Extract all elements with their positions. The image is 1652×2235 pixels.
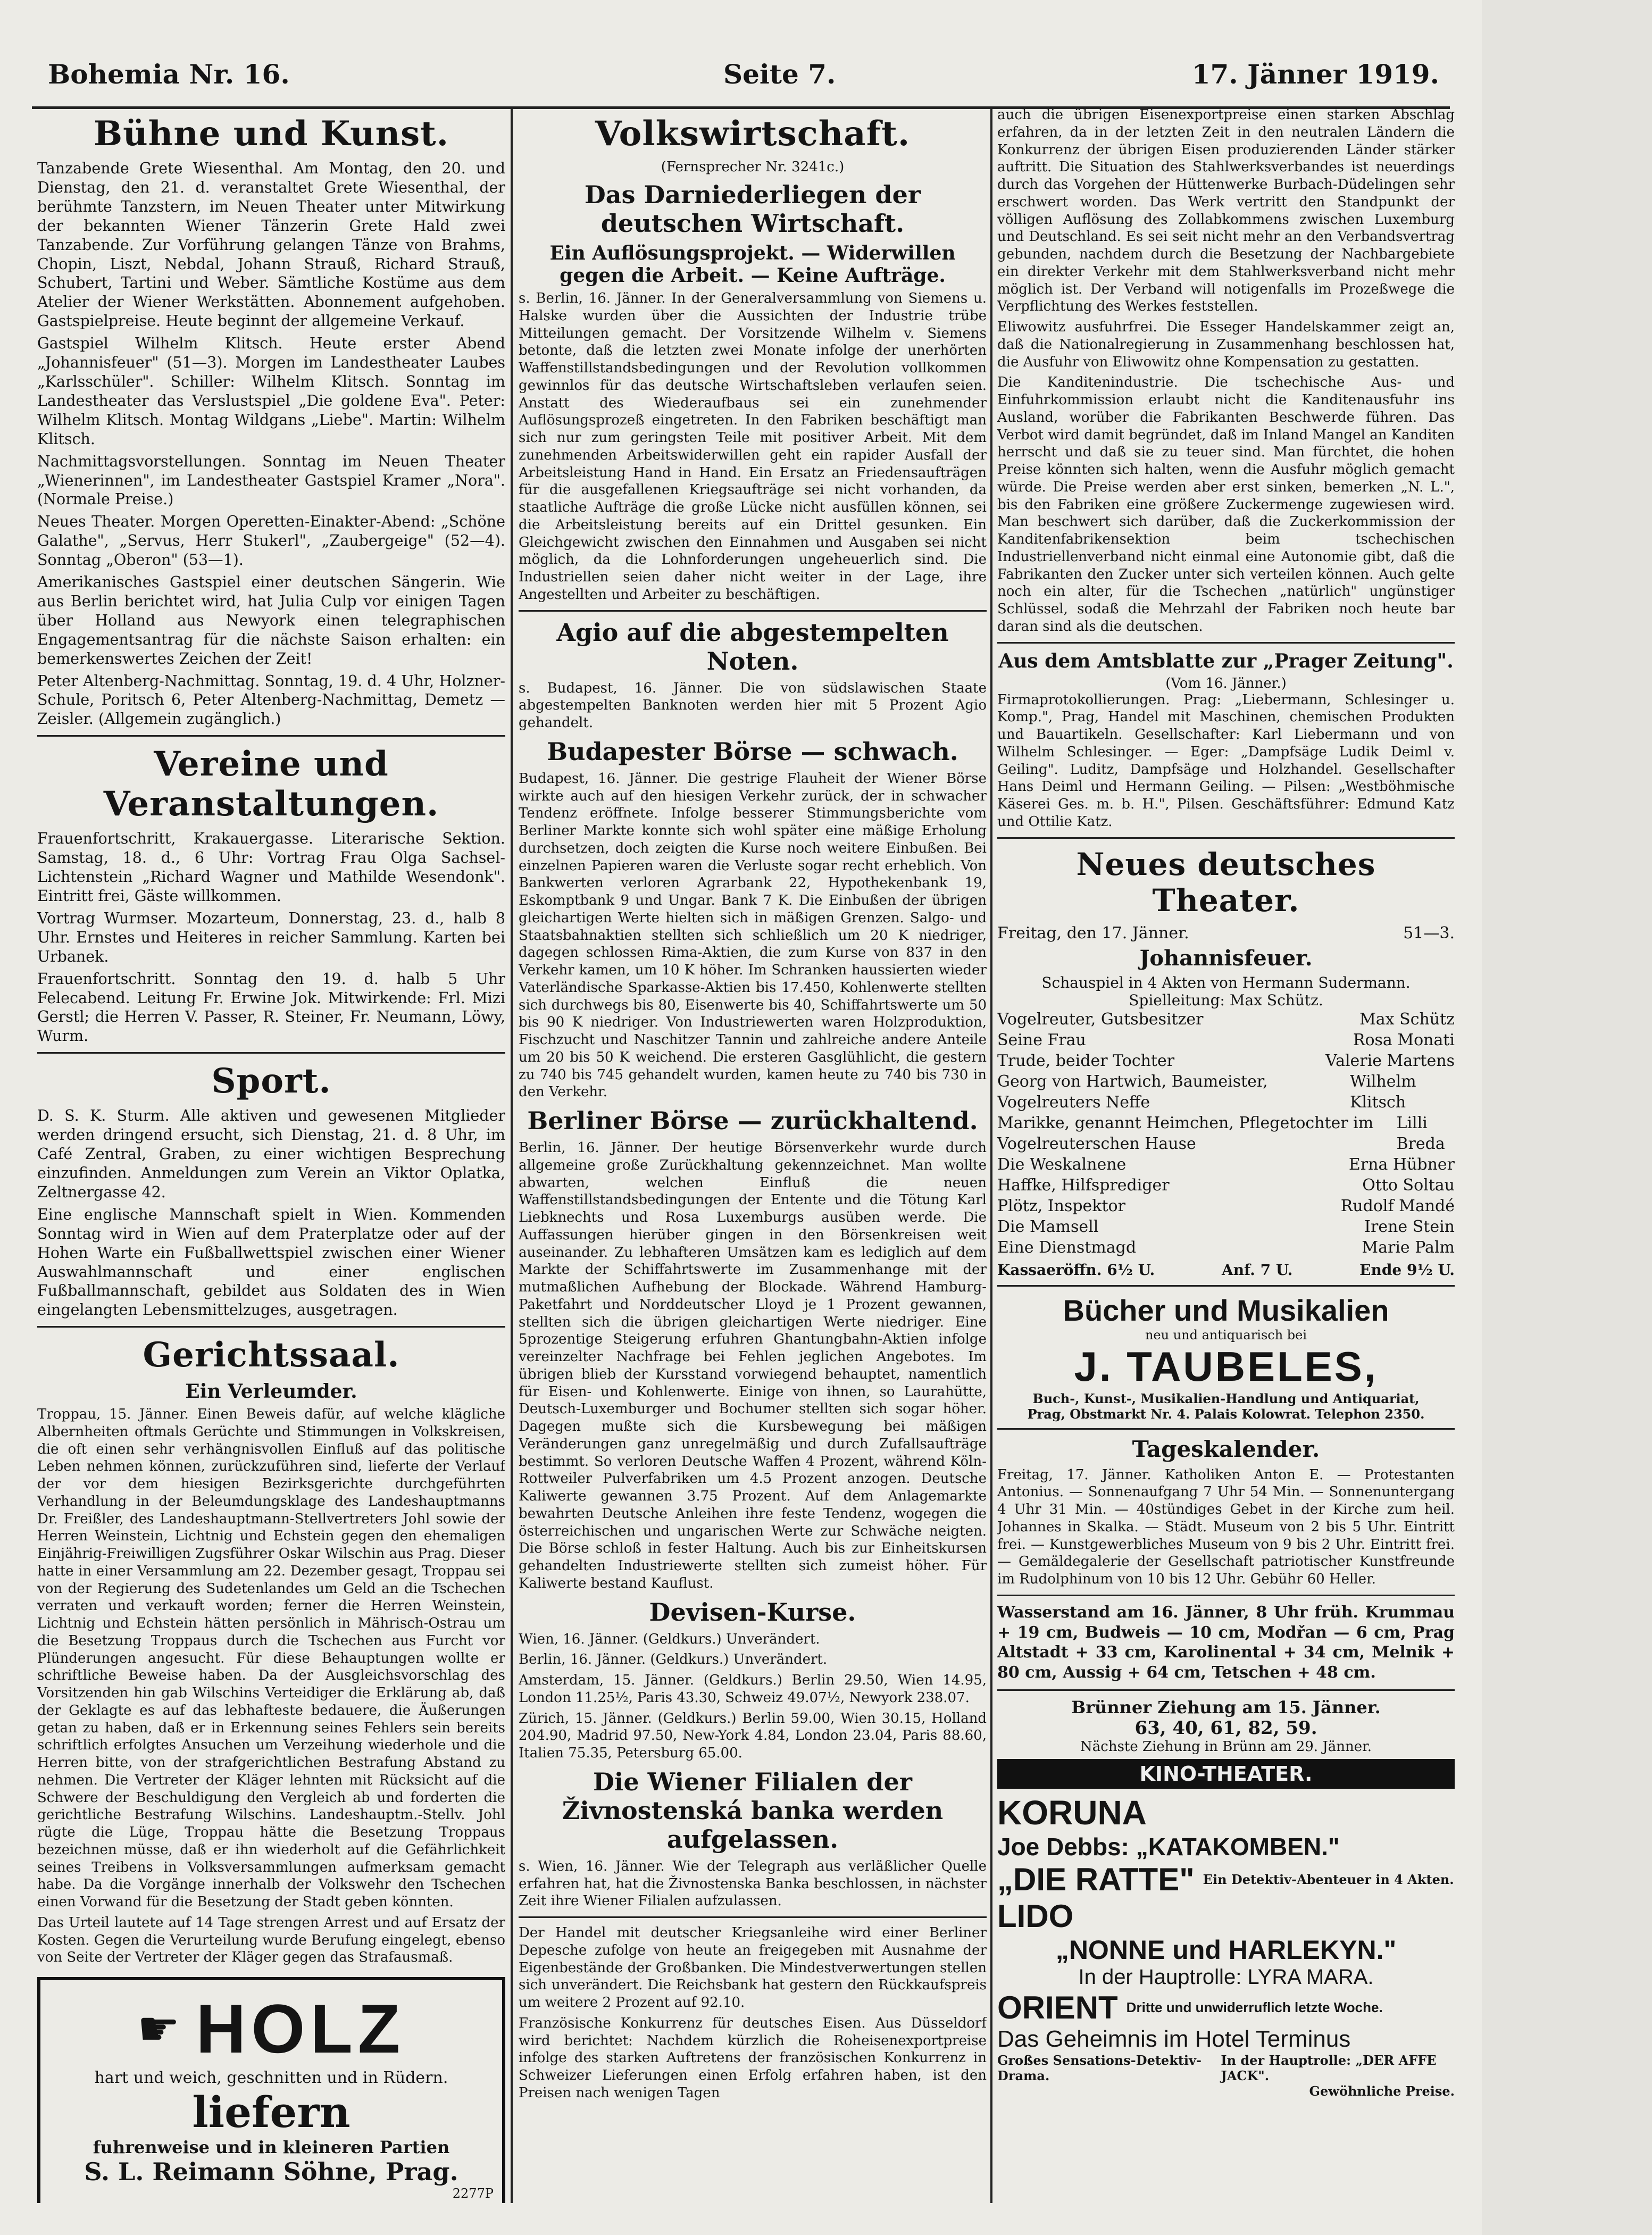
ad-taubeles-tel: Telephon 2350. (1315, 1406, 1425, 1422)
ad-taubeles-line1: Buch-, Kunst-, Musikalien-Handlung und Antiquariat, (1032, 1390, 1420, 1406)
devisen-line: Berlin, 16. Jänner. (Geldkurs.) Unverändert. (519, 1652, 828, 1668)
cast-row (997, 1009, 1455, 1030)
cast-actor: Rosa Monati (1353, 1030, 1455, 1049)
bruenn-next: Nächste Ziehung in Brünn am 29. Jänner. (1080, 1738, 1372, 1755)
column-3 (997, 106, 1455, 2203)
play-direction: Spielleitung: Max Schütz. (1129, 991, 1323, 1009)
kino-lido: LIDO (997, 1898, 1074, 1934)
article-amerikanisches-gastspiel: Amerikanisches Gastspiel einer deutschen Sängerin. Wie aus Berlin berichtet wird, hat Julia Culp vor einigen Tagen über Holland aus Newyork einen telegraphischen Engagementsantrag für die nächste Saison erhalten: ein bemerkenswertes Zeichen der Zeit! (37, 573, 505, 668)
amtsblatt-date: (Vom 16. Jänner.) (1165, 675, 1287, 691)
article-kriegsanleihe: Der Handel mit deutscher Kriegsanleihe wird einer Berliner Depesche zufolge von heute an freigegeben mit Ausnahme der Eigenbestände der Großbanken. Die Mindestverwertungen stellen sich unverändert. Die Reichsbank hat gestern den Rückkaufspreis um weitere 2 Prozent auf 92.10. (519, 1925, 987, 2011)
article-vortrag-wurmser: Vortrag Wurmser. Mozarteum, Donnerstag, 23. d., halb 8 Uhr. Ernstes und Heiteres in reicher Sammlung. Karten bei Urbanek. (37, 909, 505, 965)
kino-orient-row (997, 1989, 1455, 2026)
theater-date-row (997, 924, 1455, 943)
article-kanditenindustrie: Die Kanditenindustrie. Die tschechische Aus- und Einfuhrkommission erlaubt nicht die Kanditenausfuhr ins Ausland, worüber die Fabrikanten Beschwerde führen. Das Verbot wird damit begründet, daß im Inland Mangel an Kanditen herrscht und daß sie zu teuer sind. Man fürchtet, die hohen Preise könnten sich halten, wenn die Ausfuhr möglich gemacht würde. Die Preise werden aber erst sinken, bemerken „N. L.", bis den Fabriken eine größere Zuckermenge zugewiesen wird. Man beschwert sich darüber, daß die Zuckerkommission der Kanditenfabrikensektion beim tschechischen Industriellenverband nicht einmal eine Autonomie gibt, daß die Fabrikanten den Zucker unter sich verteilen können. Auch gelte noch ein alter, für die Tschechen „natürlich" ungünstiger Schlüssel, sodaß die Mehrzahl der Fabriken noch heute bar daran sind als die deutschen. (997, 374, 1455, 635)
ad-holz-word: HOLZ (196, 1990, 406, 2068)
column-2 (519, 106, 987, 2203)
column-rule-1 (511, 109, 513, 2203)
cast-row (997, 1071, 1455, 1113)
cast-role: Die Weskalnene (997, 1155, 1127, 1174)
article-eisen-continued: auch die übrigen Eisenexportpreise einen starken Abschlag erfahren, da in der letzten Zeit in den neutralen Ländern die Konkurrenz der übrigen Eisen produzierenden Länder stärker auftritt. Die Situation des Stahlwerksverbandes ist neuerdings durch das Vorgehen der Hüttenwerke Burbach-Düdelingen sehr erschwert worden. Das Werk vertritt den Standpunkt der völligen Auflösung des Zollabkommens zwischen Luxemburg und Deutschland. Es sei seit nicht mehr an den Verbandsvertrag gebunden, nachdem durch die Besetzung der Nachbargebiete ein direkter Verkehr mit dem Stahlwerksverband nicht mehr möglich ist. Der Verband will notigenfalls im Prozeßwege die Verpflichtung des Werkes feststellen. (997, 107, 1455, 315)
article-neues-theater: Neues Theater. Morgen Operetten-Einakter-Abend: „Schöne Galathe", „Servus, Herr Stukerl", „Zaubergeige" (52—4). Sonntag „Oberon" (53—1). (37, 513, 505, 569)
article-eliwowitz: Eliwowitz ausfuhrfrei. Die Esseger Handelskammer zeigt an, daß die Nationalregierung in Zusammenhang beschlossen hat, die Ausfuhr von Eliwowitz ohne Kompensation zu gestatten. (997, 319, 1455, 370)
kino-koruna: KORUNA (997, 1793, 1147, 1832)
kino-koruna-line: Joe Debbs: „KATAKOMBEN." (997, 1832, 1340, 1861)
cast-role: Vogelreuter, Gutsbesitzer (997, 1010, 1204, 1029)
kino-lido-role: In der Hauptrolle: LYRA MARA. (1078, 1965, 1374, 1989)
devisen-line: Zürich, 15. Jänner. (Geldkurs.) Berlin 59.00, Wien 30.15, Holland 204.90, Madrid 97.50, New-York 4.84, London 23.04, Paris 88.60, Italien 75.35, Petersburg 65.00. (519, 1710, 987, 1761)
devisen-line: Amsterdam, 15. Jänner. (Geldkurs.) Berlin 29.50, Wien 14.95, London 11.25½, Paris 43.30, Schweiz 49.07½, Newyork 238.07. (519, 1672, 987, 1706)
kino-ratte-row (997, 1861, 1455, 1898)
article-englische-mannschaft: Eine englische Mannschaft spielt in Wien. Kommenden Sonntag wird in Wien auf dem Praterplatze oder auf der Hohen Warte ein Fußballwettspiel zwischen einer Wiener Auswahlmannschaft und einer englischen Fußballmannschaft, gebildet aus Soldaten des in Wien eingelangten Lebensmittelzuges, ausgetragen. (37, 1205, 505, 1319)
cast-actor: Max Schütz (1359, 1010, 1455, 1029)
cast-role: Eine Dienstmagd (997, 1238, 1137, 1257)
ad-buecher-sub: neu und antiquarisch bei (1145, 1327, 1307, 1342)
bruenn-title: Brünner Ziehung am 15. Jänner. (1071, 1697, 1381, 1717)
cast-row (997, 1154, 1455, 1175)
article-altenberg: Peter Altenberg-Nachmittag. Sonntag, 19. d. 4 Uhr, Holzner-Schule, Poritsch 6, Peter Altenberg-Nachmittag, Demetz — Zeisler. (Allgemein zugänglich.) (37, 672, 505, 728)
article-title-verleumder: Ein Verleumder. (185, 1380, 357, 1403)
kino-orient: ORIENT (997, 1989, 1118, 2025)
ad-holz-ref: 2277P (452, 2186, 494, 2201)
section-title-sport: Sport. (211, 1061, 331, 1102)
bruenn-numbers: 63, 40, 61, 82, 59. (1134, 1717, 1317, 1739)
kino-theater-bar: KINO-THEATER. (997, 1759, 1455, 1789)
kino-orient-line1: Großes Sensations-Detektiv-Drama. (997, 2052, 1202, 2083)
cast-actor: Marie Palm (1362, 1238, 1455, 1257)
article-darniederliegen: s. Berlin, 16. Jänner. In der Generalversammlung von Siemens u. Halske wurden über die Aussichten der Industrie trübe Mitteilungen gemacht. Der Vorsitzende Wilhelm v. Siemens betonte, daß die letzten zwei Monate infolge der unerhörten Waffenstillstandsbedingungen und der Revolution vollkommen gewinnlos für das deutsche Wirtschaftsleben verlaufen seien. Anstatt des Wiederaufbaus sei ein zunehmender Auflösungsprozeß eingetreten. In den Fabriken beschäftigt man sich nur zum geringsten Teile mit positiver Arbeit. Mit dem zunehmenden Arbeitswiderwillen geht ein rapider Ausfall der Arbeitsleistung Hand in Hand. Ein Ersatz an Friedensaufträgen für die ausgefallenen Kriegsaufträge sei nicht vorhanden, da staatliche Aufträge die große Lücke nicht ausfüllen können, sei die Arbeitsleistung bereits auf ein Drittel gesunken. Ein Gleichgewicht zwischen den Einnahmen und Ausgaben sei nicht möglich, da die Lohnforderungen ungeheuerlich sind. Die Industriellen seien daher nicht weiter in der Lage, ihre Angestellten und Arbeiter zu beschäftigen. (519, 290, 987, 603)
kino-ratte-note: Ein Detektiv-Abenteuer in 4 Akten. (1203, 1871, 1454, 1887)
cast-actor: Lilli Breda (1396, 1113, 1445, 1153)
article-verleumder: Troppau, 15. Jänner. Einen Beweis dafür, auf welche klägliche Albernheiten oftmals Gerüchte und Stimmungen in Volkskreisen, die oft einen sehr verhängnisvollen Einfluß auf das politische Leben nehmen können, zurückzuführen sind, lieferte der Verlauf der vor dem hiesigen Bezirksgerichte durchgeführten Verhandlung in der Beleumdungsklage des Landeshauptmanns Dr. Freißler, des Landeshauptmann-Stellvertreters Johl sowie der Herren Weinstein, Lichtnig und Echstein gegen den ehemaligen Einjährig-Freiwilligen Zugsführer Oskar Wilschin aus Prag. Dieser hatte in einer Versammlung am 22. Dezember gesagt, Troppau sei von der Regierung des Sudetenlandes um Geld an die Tschechen verraten und verkauft worden; ferner die Herren Weinstein, Lichtnig und Echstein hätten persönlich in Mährisch-Ostrau um die Besetzung Troppaus durch die Tschechen aus Furcht vor Plünderungen angesucht. Für diese Behauptungen wollte er schriftliche Beweise haben. Da der Ausgleichsvorschlag des Vorsitzenden hin gab Wilschins Verteidiger die Erklärung ab, daß der Geklagte es auf das lebhafteste bedauere, die Äußerungen getan zu haben, daß er in Erkennung seines Fehlers sein bereits schriftlich erfolgtes Ansuchen um Verzeihung wiederhole und die Herren bitte, von der strafgerichtlichen Bestrafung Abstand zu nehmen. Die Vertreter der Kläger lehnten mit Rücksicht auf die Schwere der Beschuldigung den Vergleich ab und forderten die gerichtliche Bestrafung Wilschins. Landeshauptm.-Stellv. Johl rügte die Lüge, Troppau hätte die Besetzung Troppaus bezeichnen müsse, daß er ihn wiederholt auf die Gefährlichkeit seines Treibens in Volksversammlungen aufmerksam gemacht habe. Da die Vorgänge innerhalb der Volkswehr den Tschechen einen Vorwand für die Besetzung der Stadt geben könnten. (37, 1406, 505, 1911)
cast-role: Die Mamsell (997, 1217, 1099, 1236)
article-dsk-sturm: D. S. K. Sturm. Alle aktiven und gewesenen Mitglieder werden dringend ersucht, sich Dienstag, 21. d. 8 Uhr, im Café Zentral, Graben, zu einer wichtigen Besprechung einzufinden. Anmeldungen zum Verein an Viktor Oplatka, Zeltnergasse 42. (37, 1107, 505, 1201)
ad-taubeles (997, 1293, 1455, 1422)
cast-row (997, 1113, 1455, 1154)
separator (997, 1428, 1455, 1430)
theater-number: 51—3. (1403, 923, 1455, 943)
cast-role: Haffke, Hilfsprediger (997, 1175, 1170, 1195)
play-title: Johannisfeuer. (1139, 945, 1313, 971)
article-title-berliner-boerse: Berliner Börse — zurückhaltend. (527, 1106, 978, 1135)
page-header (37, 59, 1439, 101)
theater-date: Freitag, den 17. Jänner. (997, 923, 1189, 943)
cast-row (997, 1030, 1455, 1050)
amtsblatt-title: Aus dem Amtsblatte zur „Prager Zeitung". (998, 649, 1454, 672)
cast-actor: Erna Hübner (1348, 1155, 1455, 1174)
article-title-devisen: Devisen-Kurse. (649, 1597, 856, 1627)
pointing-hand-icon: ☛ (137, 2000, 180, 2057)
column-1 (37, 106, 505, 2203)
separator (519, 610, 987, 612)
header-issue: Bohemia Nr. 16. (48, 59, 290, 90)
ad-holz (37, 1977, 505, 2203)
theater-anfang: Anf. 7 U. (1221, 1261, 1293, 1279)
section-title-vereine: Vereine und Veranstaltungen. (103, 744, 439, 824)
article-filialen: s. Wien, 16. Jänner. Wie der Telegraph aus verläßlicher Quelle erfahren hat, hat die Živnostenska Banka beschlossen, in nächster Zeit ihre Wiener Filialen aufzulassen. (519, 1858, 987, 1909)
cast-row (997, 1216, 1455, 1237)
article-title-darniederliegen: Das Darniederliegen der deutschen Wirtschaft. (584, 180, 921, 238)
cast-role: Trude, beider Tochter (997, 1051, 1175, 1070)
separator (997, 642, 1455, 644)
article-budapester-boerse: Budapest, 16. Jänner. Die gestrige Flauheit der Wiener Börse wirkte auch auf den hiesigen Verkehr zurück, der in schwacher Tendenz eröffnete. Infolge besserer Stimmungsberichte vom Berliner Markte konnte sich wohl später eine mäßige Erholung durchsetzen, doch zeigten die Kurse noch weitere Einbußen. Bei einzelnen Papieren waren die Verluste sogar recht erheblich. Von Bankwerten verloren Agrarbank 22, Hypothekenbank 19, Eskomptbank 9 und Ungar. Bank 7 K. Die Einbußen der übrigen gleichartigen Werte hielten sich in mäßigen Grenzen. Salgo- und Staatsbahnaktien stellten sich schließlich um 20 K niedriger, dagegen schlossen Rima-Aktien, die zum Kurse von 837 in den Verkehr kamen, um 10 K höher. Im Schranken haussierten wieder Vaterländische Sparkasse-Aktien bis 17.450, Kohlenwerte stellten sich durchwegs bis 80, Eisenwerte bis 40, Schiffahrtswerte um 50 bis 90 K niedriger. Von Industriewerten waren Holzproduktion, Fischzucht und Naschitzer Tannin und zahlreiche andere Anteile um 20 bis 50 K weichend. Die ersteren Gasglühlicht, die gestern zu 740 bis 745 gehandelt wurden, kamen heute zu 740 bis 730 in den Verkehr. (519, 770, 987, 1100)
cast-role: Plötz, Inspektor (997, 1196, 1125, 1215)
theater-ende: Ende 9½ U. (1359, 1261, 1455, 1279)
kino-die-ratte: „DIE RATTE" (997, 1861, 1195, 1897)
article-title-filialen: Die Wiener Filialen der Živnostenská banka werden aufgelassen. (562, 1767, 944, 1854)
cast-actor: Rudolf Mandé (1340, 1196, 1455, 1215)
cast-row (997, 1237, 1455, 1258)
kino-orient-line2: In der Hauptrolle: „DER AFFE JACK". (1221, 2052, 1437, 2083)
page-margin (1482, 0, 1652, 2235)
ad-taubeles-address (997, 1406, 1455, 1422)
play-subtitle: Schauspiel in 4 Akten von Hermann Sudermann. (1041, 973, 1411, 991)
article-frauenfortschritt-2: Frauenfortschritt. Sonntag den 19. d. halb 5 Uhr Felecabend. Leitung Fr. Erwine Jok. Mitwirkende: Frl. Mizi Gerstl; die Herren V. Passer, R. Steiner, Fr. Neumann, Löwy, Wurm. (37, 970, 505, 1045)
cast-role: Seine Frau (997, 1030, 1086, 1049)
ad-buecher-title: Bücher und Musikalien (1063, 1293, 1389, 1327)
section-title-buehne: Bühne und Kunst. (94, 114, 449, 154)
article-subtitle-darniederliegen: Ein Auflösungsprojekt. — Widerwillen gegen die Arbeit. — Keine Aufträge. (549, 242, 956, 287)
cast-row (997, 1175, 1455, 1196)
article-nachmittagsvorstellungen: Nachmittagsvorstellungen. Sonntag im Neuen Theater „Wienerinnen", im Landestheater Gastspiel Kramer „Nora". (Normale Preise.) (37, 452, 505, 508)
ad-taubeles-line2: Prag, Obstmarkt Nr. 4. Palais Kolowrat. (1027, 1406, 1311, 1422)
section-title-gerichtssaal: Gerichtssaal. (143, 1335, 400, 1375)
article-tageskalender: Freitag, 17. Jänner. Katholiken Anton E. — Protestanten Antonius. — Sonnenaufgang 7 Uhr 54 Min. — Sonnenuntergang 4 Uhr 31 Min. — 40stündiges Gebet in der Kirche zum heil. Johannes in Skalka. — Städt. Museum von 2 bis 5 Uhr. Eintritt frei. — Kunstgewerbliches Museum von 9 bis 2 Uhr. Eintritt frei. — Gemäldegalerie der Gesellschaft patriotischer Kunstfreunde im Rudolphinum von 10 bis 12 Uhr. Gebühr 60 Heller. (997, 1466, 1455, 1587)
article-gastspiel-klitsch: Gastspiel Wilhelm Klitsch. Heute erster Abend „Johannisfeuer" (51—3). Morgen im Landestheater Laubes „Karlsschüler". Schiller: Wilhelm Klitsch. Sonntag im Landestheater das Verslustspiel „Die goldene Eva". Peter: Wilhelm Klitsch. Montag Wildgans „Liebe". Martin: Wilhelm Klitsch. (37, 335, 505, 448)
kino-orient-title: Das Geheimnis im Hotel Terminus (997, 2025, 1351, 2052)
article-agio: s. Budapest, 16. Jänner. Die von südslawischen Staate abgestempelten Banknoten werden hier mit 5 Prozent Agio gehandelt. (519, 680, 987, 731)
separator (997, 1689, 1455, 1691)
separator (997, 837, 1455, 839)
theater-title: Neues deutsches Theater. (1076, 846, 1376, 919)
article-wasserstand: Wasserstand am 16. Jänner, 8 Uhr früh. Krummau + 19 cm, Budweis — 10 cm, Modřan — 6 cm, Prag Altstadt + 33 cm, Karolinental + 34 cm, Melnik + 80 cm, Aussig + 64 cm, Tetschen + 48 cm. (997, 1603, 1455, 1682)
ad-holz-firm: S. L. Reimann Söhne, Prag. (84, 2157, 458, 2187)
article-verleumder-urteil: Das Urteil lautete auf 14 Tage strengen Arrest und auf Ersatz der Kosten. Gegen die Verurteilung wurde Berufung eingelegt, ebenso von Seite der Vertreter der Kläger gegen das Strafausmaß. (37, 1914, 505, 1966)
kino-orient-prices: Gewöhnliche Preise. (1309, 2083, 1455, 2099)
separator (519, 1916, 987, 1918)
separator (37, 1052, 505, 1054)
separator (37, 735, 505, 737)
section-phone: (Fernsprecher Nr. 3241c.) (661, 159, 845, 175)
ad-holz-liefern: liefern (192, 2087, 351, 2138)
kino-lido-line: „NONNE und HARLEKYN." (1055, 1934, 1397, 1965)
theater-times (997, 1261, 1455, 1279)
ad-taubeles-name: J. TAUBELES, (1074, 1342, 1378, 1390)
header-page-number: Seite 7. (723, 59, 836, 90)
kino-orient-note: Dritte und unwiderruflich letzte Woche. (1126, 1999, 1383, 2015)
article-franzoesische-konkurrenz: Französische Konkurrenz für deutsches Eisen. Aus Düsseldorf wird berichtet: Nachdem kürzlich die Roheisenexportpreise infolge des starken Auftretens der französischen Konkurrenz in Schweizer Lieferungen einen Erfolg erfahren haben, ist den Preisen nach wenigen Tagen (519, 2015, 987, 2101)
kino-orient-footer (997, 2053, 1455, 2083)
article-berliner-boerse: Berlin, 16. Jänner. Der heutige Börsenverkehr wurde durch allgemeine große Zurückhaltung gekennzeichnet. Man wollte abwarten, welchen Einfluß die neuen Waffenstillstandsbedingungen der Entente und die Tötung Karl Liebknechts und Rosa Luxemburgs ausüben werde. Die Auffassungen hierüber gingen in den Börsenkreisen weit auseinander. Zu lebhafteren Umsätzen kam es lediglich auf dem Markte der Schiffahrtswerte im Zusammenhange mit der mutmaßlichen Aufhebung der Blockade. Während Hamburg-Paketfahrt und Norddeutscher Lloyd je 1 Prozent gewannen, stellten sich die übrigen gleichartigen Werte niedriger. Eine 5prozentige Steigerung erfuhren Ghantungbahn-Aktien infolge vereinzelter Nachfrage bei Fehlen jeglichen Angebotes. Im übrigen blieb der Kursstand vorwiegend behauptet, namentlich für Eisen- und Kohlenwerte. Einige von ihnen, so Laurahütte, Deutsch-Luxemburger und Bochumer stellten sich sogar höher. Dagegen mußte sich die Kursbewegung bei mäßigen Veränderungen ganz unregelmäßig und durch Zufallsaufträge bestimmt. So verloren Deutsche Waffen 4 Prozent, während Köln-Rottweiler Pulverfabriken um 4.5 Prozent anzogen. Deutsche Kaliwerte gewannen 3.75 Prozent. Auf dem Anlagemarkte bewahrten Deutsche Anleihen ihre feste Tendenz, wogegen die österreichischen und ungarischen Werte zur Schwäche neigten. Die Börse schloß in fester Haltung. Auch bis zur Einheitskursen gehandelten Industriewerte stellten sich zumeist höher. Für Kaliwerte bestand Kauflust. (519, 1140, 987, 1591)
article-title-budapester-boerse: Budapester Börse — schwach. (547, 737, 958, 766)
article-tanzabende: Tanzabende Grete Wiesenthal. Am Montag, den 20. und Dienstag, den 21. d. veranstaltet Grete Wiesenthal, der berühmte Tanzstern, im Neuen Theater unter Mitwirkung der bekannten Wiener Tänzerin Grete Hald zwei Tanzabende. Zur Vorführung gelangen Tänze von Brahms, Chopin, Liszt, Nebdal, Johann Strauß, Richard Strauß, Schubert, Tartini und Weber. Sämtliche Kostüme aus dem Atelier der Wiener Werkstätten. Abonnement aufgehoben. Gastspielpreise. Heute beginnt der allgemeine Verkauf. (37, 160, 505, 330)
separator (37, 1326, 505, 1328)
article-frauenfortschritt: Frauenfortschritt, Krakauergasse. Literarische Sektion. Samstag, 18. d., 6 Uhr: Vortrag Frau Olga Sachsel-Lichtenstein „Richard Wagner und Mathilde Wesendonk". Eintritt frei, Gäste willkommen. (37, 830, 505, 905)
article-firmaprotokollierungen: Firmaprotokollierungen. Prag: „Liebermann, Schlesinger u. Komp.", Prag, Handel mit Maschinen, chemischen Produkten und Bauartikeln. Gesellschafter: Karl Liebermann und von Wilhelm Schlesinger. — Eger: „Dampfsäge Ludik Deiml v. Geiling". Luditz, Dampfsäge und Holzhandel. Gesellschafter Hans Deiml und Hermann Geiling. — Pilsen: „Westböhmische Käserei Ges. m. b. H.", Pilsen. Geschäftsführer: Edmund Katz und Ottilie Katz. (997, 691, 1455, 830)
header-date: 17. Jänner 1919. (1191, 59, 1439, 90)
article-title-agio: Agio auf die abgestempelten Noten. (556, 618, 949, 675)
cast-actor: Valerie Martens (1325, 1051, 1455, 1070)
theater-kassa: Kassaeröffn. 6½ U. (997, 1261, 1155, 1279)
section-title-volkswirtschaft: Volkswirtschaft. (595, 114, 911, 154)
devisen-line: Wien, 16. Jänner. (Geldkurs.) Unverändert. (519, 1631, 820, 1647)
ad-holz-line2: fuhrenweise und in kleineren Partien (93, 2137, 450, 2158)
cast-actor: Irene Stein (1364, 1217, 1455, 1236)
cast-row (997, 1196, 1455, 1216)
cast-role: Georg von Hartwich, Baumeister, Vogelreuters Neffe (997, 1072, 1268, 1112)
cast-role: Marikke, genannt Heimchen, Pflegetochter im Vogelreuterschen Hause (997, 1113, 1374, 1153)
separator (997, 1595, 1455, 1596)
ad-holz-line1: hart und weich, geschnitten und in Rüdern. (94, 2069, 448, 2088)
cast-actor: Otto Soltau (1362, 1175, 1455, 1195)
cast-actor: Wilhelm Klitsch (1349, 1072, 1416, 1112)
separator (997, 1285, 1455, 1287)
tageskalender-title: Tageskalender. (1132, 1436, 1320, 1462)
cast-list (997, 1009, 1455, 1258)
column-rule-2 (990, 109, 992, 2203)
cast-row (997, 1050, 1455, 1071)
